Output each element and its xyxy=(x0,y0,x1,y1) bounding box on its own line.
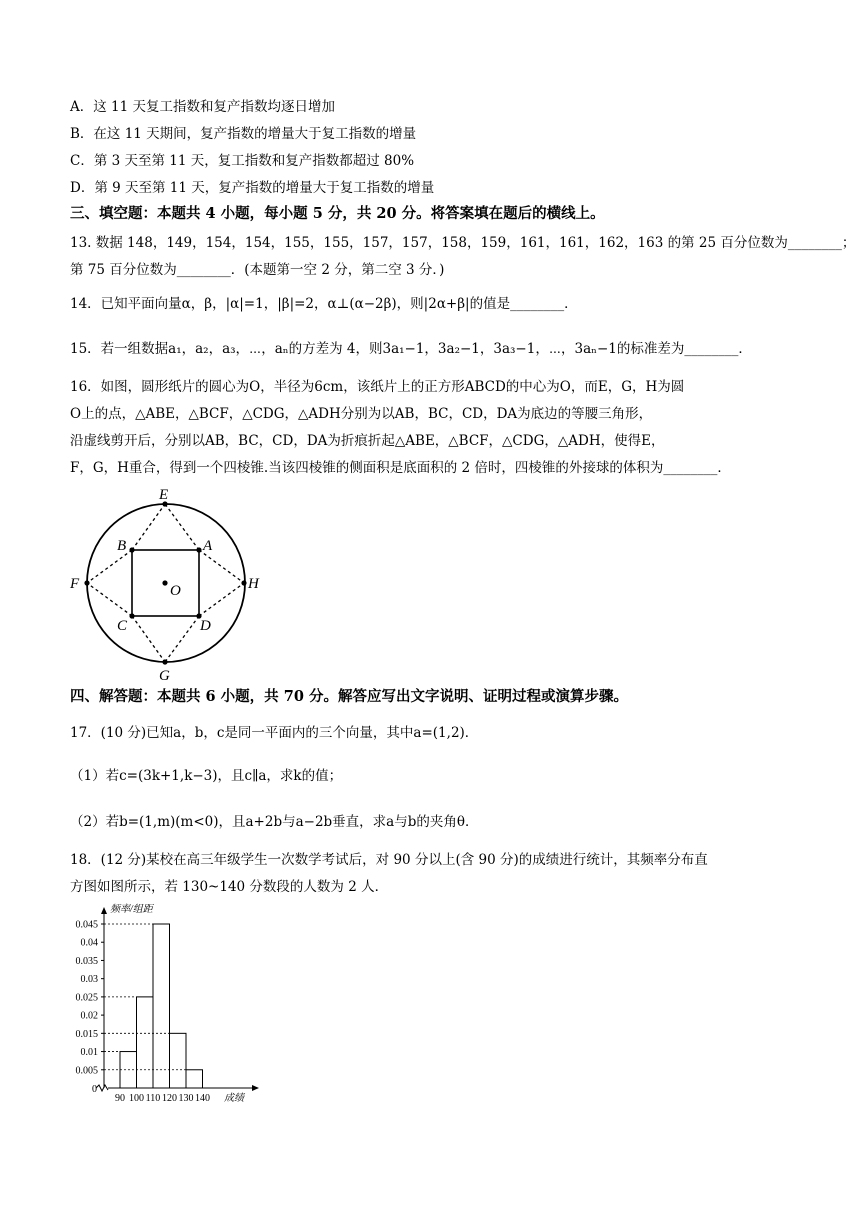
label-h: H xyxy=(248,576,259,592)
q16-line-4: F，G，H重合，得到一个四棱锥.当该四棱锥的侧面积是底面积的 2 倍时，四棱锥的外接球的体积为________． xyxy=(70,460,731,476)
y-axis-label: 频率/组距 xyxy=(110,904,153,915)
q17-stem: 17．(10 分)已知a，b，c是同一平面内的三个向量，其中a=(1,2)． xyxy=(70,725,479,741)
y-tick-label: 0.03 xyxy=(80,974,98,986)
histogram-bar xyxy=(170,1033,187,1088)
histogram-bar xyxy=(137,997,154,1088)
label-o: O xyxy=(170,583,181,599)
x-tick-label: 100 xyxy=(129,1093,144,1104)
y-axis-arrow xyxy=(101,907,107,914)
dash-a-e xyxy=(165,504,199,550)
x-tick-label: 120 xyxy=(162,1093,177,1104)
x-axis-arrow xyxy=(252,1085,259,1091)
dash-d-h xyxy=(199,583,244,616)
dash-c-g xyxy=(132,616,165,662)
y-tick-label: 0.04 xyxy=(80,937,98,949)
label-e: E xyxy=(159,487,169,503)
option-b: B．在这 11 天期间，复产指数的增量大于复工指数的增量 xyxy=(70,126,417,142)
x-tick-label: 130 xyxy=(178,1093,194,1104)
label-g: G xyxy=(159,668,170,684)
origin-label: 0 xyxy=(92,1084,97,1095)
y-tick-label: 0.005 xyxy=(75,1065,98,1077)
label-a: A xyxy=(203,538,213,554)
q18-line-2: 方图如图所示，若 130~140 分数段的人数为 2 人． xyxy=(70,879,389,895)
label-f: F xyxy=(70,576,80,592)
y-tick-label: 0.045 xyxy=(75,919,98,931)
label-b: B xyxy=(117,538,127,554)
y-tick-label: 0.01 xyxy=(80,1047,98,1059)
q18-line-1: 18．(12 分)某校在高三年级学生一次数学考试后，对 90 分以上(含 90 分)的成绩进行统计，其频率分布直 xyxy=(70,852,708,868)
y-tick-label: 0.015 xyxy=(75,1028,98,1040)
q15: 15．若一组数据a₁，a₂，a₃，⋯，aₙ的方差为 4，则3a₁−1，3a₂−1，3a₃−1，⋯，3aₙ−1的标准差为________． xyxy=(70,341,752,357)
dash-d-g xyxy=(165,616,199,662)
histogram-bar xyxy=(186,1070,203,1088)
dash-b-f xyxy=(87,550,132,583)
x-tick-label: 90 xyxy=(115,1093,125,1104)
section-4-header: 四、解答题：本题共 6 小题，共 70 分。解答应写出文字说明、证明过程或演算步骤。 xyxy=(70,688,628,705)
q13-line-2: 第 75 百分位数为________．(本题第一空 2 分，第二空 3 分．) xyxy=(70,262,445,278)
label-d: D xyxy=(200,618,211,634)
q16-line-3: 沿虚线剪开后，分别以AB，BC，CD，DA为折痕折起△ABE，△BCF，△CDG，△ADH，使得E， xyxy=(70,433,665,449)
point-h xyxy=(241,580,246,585)
dash-c-f xyxy=(87,583,132,616)
dash-b-e xyxy=(132,504,165,550)
option-d: D．第 9 天至第 11 天，复产指数的增量大于复工指数的增量 xyxy=(70,180,435,196)
q17-part-1: （1）若c=(3k+1,k−3)，且c∥a，求k的值； xyxy=(70,768,343,784)
point-b xyxy=(129,547,134,552)
label-c: C xyxy=(117,618,128,634)
frequency-histogram xyxy=(60,900,270,1110)
q17-part-2: （2）若b=(1,m)(m<0)，且a+2b与a−2b垂直，求a与b的夹角θ． xyxy=(70,814,479,830)
x-axis-label: 成绩 xyxy=(224,1093,244,1104)
point-o xyxy=(162,580,167,585)
point-a xyxy=(196,547,201,552)
x-axis-break xyxy=(96,1085,108,1091)
y-tick-label: 0.035 xyxy=(75,955,98,967)
x-tick-label: 110 xyxy=(145,1093,161,1104)
point-c xyxy=(129,613,134,618)
dash-a-h xyxy=(199,550,244,583)
point-g xyxy=(162,659,167,664)
y-tick-label: 0.02 xyxy=(80,1010,98,1022)
q14: 14．已知平面向量α，β，|α|=1，|β|=2，α⊥(α−2β)，则|2α+β|的值是________． xyxy=(70,296,578,312)
q13-line-1: 13. 数据 148，149，154，154，155，155，157，157，158，159，161，161，162，163 的第 25 百分位数为________； xyxy=(70,235,856,251)
section-3-header: 三、填空题：本题共 4 小题，每小题 5 分，共 20 分。将答案填在题后的横线上。 xyxy=(70,205,605,222)
q16-line-1: 16．如图，圆形纸片的圆心为O，半径为6cm，该纸片上的正方形ABCD的中心为O，而E，G，H为圆 xyxy=(70,379,685,395)
histogram-bar xyxy=(153,924,170,1088)
q16-line-2: O上的点，△ABE，△BCF，△CDG，△ADH分别为以AB，BC，CD，DA为底边的等腰三角形， xyxy=(70,406,653,422)
x-tick-label: 140 xyxy=(195,1093,210,1104)
point-f xyxy=(84,580,89,585)
circle-square-figure xyxy=(66,484,276,684)
option-a: A．这 11 天复工指数和复产指数均逐日增加 xyxy=(70,99,336,115)
y-tick-label: 0.025 xyxy=(75,992,98,1004)
option-c: C．第 3 天至第 11 天，复工指数和复产指数都超过 80% xyxy=(70,153,415,169)
